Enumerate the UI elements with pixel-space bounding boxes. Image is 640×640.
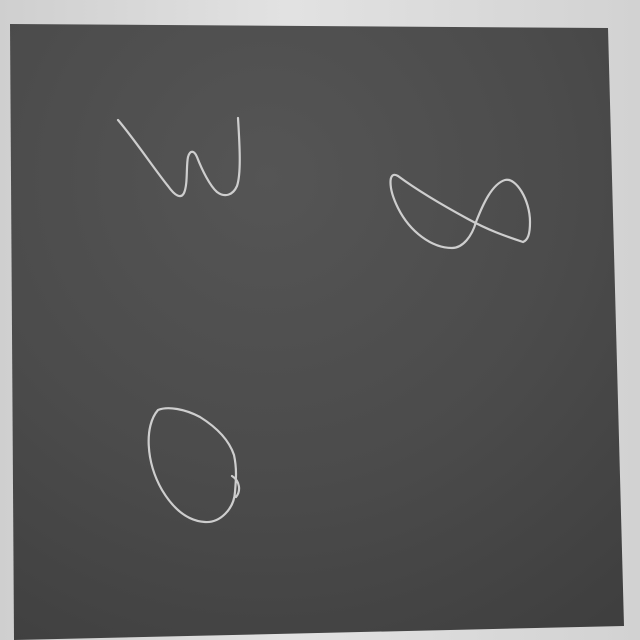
paper-shape xyxy=(10,24,624,640)
